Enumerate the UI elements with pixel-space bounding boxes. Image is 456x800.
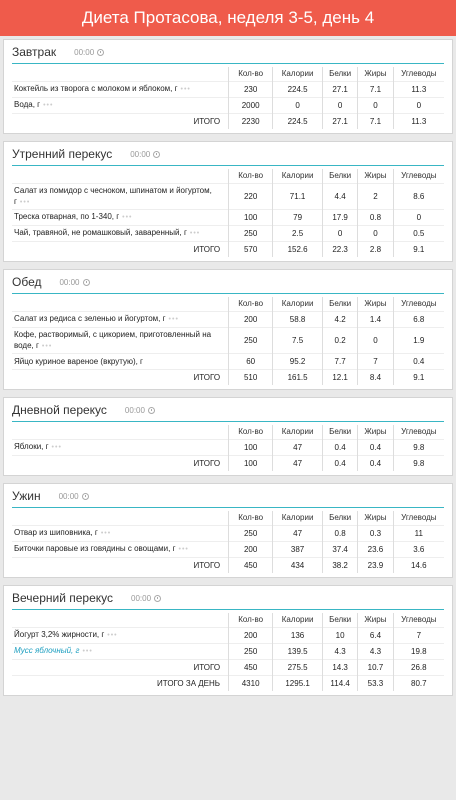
cell-carb: 11: [393, 525, 444, 541]
meal-time-value: 00:00: [58, 491, 79, 501]
more-icon[interactable]: •••: [19, 198, 31, 206]
more-icon[interactable]: •••: [107, 632, 118, 639]
cell-carb: 0.5: [393, 225, 444, 241]
total-label: ИТОГО: [12, 113, 229, 129]
cell-fat: 0.4: [358, 439, 393, 455]
more-icon[interactable]: •••: [82, 648, 93, 655]
table-row: [12, 81, 444, 97]
total-qty: 570: [229, 241, 273, 257]
total-row: [12, 557, 444, 573]
cell-fat: 0.8: [358, 209, 393, 225]
more-icon[interactable]: •••: [122, 214, 133, 221]
cell-prot: 7.7: [322, 353, 357, 369]
total-qty: 510: [229, 369, 273, 385]
total-prot: 12.1: [322, 369, 357, 385]
total-fat: 8.4: [358, 369, 393, 385]
column-header-prot: Белки: [322, 67, 357, 81]
meal-time-value: 00:00: [59, 277, 80, 287]
meal-title: Вечерний перекус: [12, 591, 114, 605]
food-name: Коктейль из творога с молоком и яблоком, г: [14, 84, 178, 93]
cell-qty: 200: [229, 311, 273, 327]
cell-carb: 6.8: [393, 311, 444, 327]
cell-qty: 100: [229, 439, 273, 455]
cell-carb: 1.9: [393, 327, 444, 353]
total-cal: 434: [273, 557, 323, 573]
meal-header: [4, 40, 452, 61]
cell-carb: 11.3: [393, 81, 444, 97]
total-row: [12, 659, 444, 675]
more-icon[interactable]: •••: [100, 530, 112, 537]
meal-time[interactable]: [59, 492, 89, 501]
cell-prot: 4.3: [322, 643, 357, 659]
column-header-name: [12, 425, 229, 439]
column-header-fat: Жиры: [358, 297, 393, 311]
meal-header: [4, 586, 452, 607]
column-header-cal: Калории: [273, 511, 323, 525]
meal-card: [3, 585, 453, 696]
food-name: Биточки паровые из говядины с овощами, г: [14, 544, 176, 553]
column-header-carb: Углеводы: [393, 511, 444, 525]
cell-carb: 8.6: [393, 183, 444, 209]
cell-fat: 7: [358, 353, 393, 369]
cell-fat: 6.4: [358, 627, 393, 643]
food-name: Отвар из шиповника, г: [14, 528, 98, 537]
total-qty: 100: [229, 455, 273, 471]
total-carb: 9.1: [393, 241, 444, 257]
column-header-cal: Калории: [273, 297, 323, 311]
divider: [12, 507, 444, 508]
meal-time-value: 00:00: [74, 47, 95, 57]
food-cell: [12, 209, 229, 225]
total-label: ИТОГО: [12, 241, 229, 257]
table-row: [12, 439, 444, 455]
total-carb: 11.3: [393, 113, 444, 129]
table-header-row: [12, 169, 444, 183]
cell-fat: 0: [358, 327, 393, 353]
total-fat: 0.4: [358, 455, 393, 471]
food-name: Треска отварная, по 1-340, г: [14, 212, 120, 221]
total-qty: 2230: [229, 113, 273, 129]
total-carb: 9.1: [393, 369, 444, 385]
cell-fat: 4.3: [358, 643, 393, 659]
table-row: [12, 525, 444, 541]
table-header-row: [12, 67, 444, 81]
meal-title: Ужин: [12, 489, 41, 503]
more-icon[interactable]: •••: [43, 102, 54, 109]
cell-fat: 2: [358, 183, 393, 209]
table-row: [12, 311, 444, 327]
cell-carb: 0: [393, 209, 444, 225]
total-label: ИТОГО ЗА ДЕНЬ: [12, 675, 229, 691]
nutrition-table: [12, 67, 444, 129]
cell-qty: 100: [229, 209, 273, 225]
meal-card: [3, 483, 453, 578]
food-cell: [12, 541, 229, 557]
cell-cal: 95.2: [273, 353, 323, 369]
column-header-prot: Белки: [322, 169, 357, 183]
total-carb: 80.7: [393, 675, 444, 691]
more-icon[interactable]: •••: [178, 546, 189, 553]
meal-header: [4, 484, 452, 505]
table-row: [12, 327, 444, 353]
food-cell: [12, 311, 229, 327]
total-prot: 14.3: [322, 659, 357, 675]
column-header-cal: Калории: [273, 425, 323, 439]
cell-qty: 250: [229, 225, 273, 241]
cell-qty: 200: [229, 541, 273, 557]
cell-fat: 0: [358, 225, 393, 241]
column-header-carb: Углеводы: [393, 425, 444, 439]
cell-qty: 230: [229, 81, 273, 97]
food-cell: [12, 525, 229, 541]
column-header-prot: Белки: [322, 425, 357, 439]
cell-carb: 0: [393, 97, 444, 113]
cell-prot: 0.8: [322, 525, 357, 541]
cell-cal: 139.5: [273, 643, 323, 659]
nutrition-table: [12, 169, 444, 257]
cell-prot: 0.2: [322, 327, 357, 353]
column-header-carb: Углеводы: [393, 297, 444, 311]
column-header-fat: Жиры: [358, 169, 393, 183]
table-row: [12, 97, 444, 113]
cell-cal: 136: [273, 627, 323, 643]
meal-card: [3, 269, 453, 390]
more-icon[interactable]: •••: [51, 444, 62, 451]
total-cal: 1295.1: [273, 675, 323, 691]
cell-carb: 0.4: [393, 353, 444, 369]
cell-cal: 47: [273, 439, 323, 455]
cell-cal: 71.1: [273, 183, 323, 209]
table-row: [12, 225, 444, 241]
total-row: [12, 455, 444, 471]
table-header-row: [12, 613, 444, 627]
more-icon[interactable]: •••: [41, 342, 53, 350]
cell-carb: 3.6: [393, 541, 444, 557]
meal-time[interactable]: [130, 150, 160, 159]
total-label: ИТОГО: [12, 369, 229, 385]
food-name: Йогурт 3,2% жирности, г: [14, 630, 105, 639]
cell-carb: 19.8: [393, 643, 444, 659]
total-fat: 2.8: [358, 241, 393, 257]
column-header-fat: Жиры: [358, 67, 393, 81]
table-header-row: [12, 297, 444, 311]
cell-prot: 27.1: [322, 81, 357, 97]
total-label: ИТОГО: [12, 455, 229, 471]
total-prot: 38.2: [322, 557, 357, 573]
total-cal: 275.5: [273, 659, 323, 675]
meal-time[interactable]: [74, 48, 104, 57]
meal-time-value: 00:00: [131, 593, 152, 603]
cell-qty: 200: [229, 627, 273, 643]
cell-cal: 79: [273, 209, 323, 225]
total-prot: 27.1: [322, 113, 357, 129]
total-prot: 22.3: [322, 241, 357, 257]
cell-prot: 0: [322, 97, 357, 113]
food-link[interactable]: Мусс яблочный, г: [14, 646, 80, 655]
more-icon[interactable]: •••: [180, 86, 191, 93]
cell-qty: 220: [229, 183, 273, 209]
meal-header: [4, 142, 452, 163]
column-header-prot: Белки: [322, 297, 357, 311]
table-row: [12, 183, 444, 209]
nutrition-table: [12, 425, 444, 471]
column-header-cal: Калории: [273, 169, 323, 183]
column-header-fat: Жиры: [358, 511, 393, 525]
cell-prot: 4.4: [322, 183, 357, 209]
meal-title: Обед: [12, 275, 42, 289]
total-row: [12, 113, 444, 129]
divider: [12, 421, 444, 422]
total-cal: 152.6: [273, 241, 323, 257]
food-name: Яйцо куриное вареное (вкрутую), г: [14, 356, 143, 366]
food-cell: [12, 439, 229, 455]
total-fat: 23.9: [358, 557, 393, 573]
meals-list: [0, 36, 456, 696]
total-carb: 9.8: [393, 455, 444, 471]
total-row: [12, 369, 444, 385]
divider: [12, 165, 444, 166]
total-prot: 0.4: [322, 455, 357, 471]
table-row: [12, 209, 444, 225]
meal-title: Завтрак: [12, 45, 57, 59]
column-header-cal: Калории: [273, 67, 323, 81]
clock-icon[interactable]: [148, 407, 155, 414]
cell-cal: 47: [273, 525, 323, 541]
food-cell: [12, 81, 229, 97]
cell-prot: 4.2: [322, 311, 357, 327]
food-cell: [12, 97, 229, 113]
total-fat: 7.1: [358, 113, 393, 129]
clock-icon[interactable]: [97, 49, 104, 56]
cell-fat: 1.4: [358, 311, 393, 327]
meal-time[interactable]: [131, 594, 161, 603]
divider: [12, 63, 444, 64]
clock-icon[interactable]: [154, 595, 161, 602]
column-header-name: [12, 297, 229, 311]
meal-title: Дневной перекус: [12, 403, 107, 417]
meal-header: [4, 398, 452, 419]
food-name: Кофе, растворимый, с цикорием, приготовленный на воде, г: [14, 329, 212, 350]
food-name: Вода, г: [14, 100, 41, 109]
total-carb: 14.6: [393, 557, 444, 573]
cell-qty: 250: [229, 525, 273, 541]
column-header-carb: Углеводы: [393, 67, 444, 81]
clock-icon[interactable]: [82, 493, 89, 500]
clock-icon[interactable]: [153, 151, 160, 158]
column-header-carb: Углеводы: [393, 169, 444, 183]
total-qty: 4310: [229, 675, 273, 691]
cell-cal: 7.5: [273, 327, 323, 353]
food-cell: [12, 353, 229, 369]
meal-card: [3, 141, 453, 262]
total-label: ИТОГО: [12, 557, 229, 573]
cell-cal: 224.5: [273, 81, 323, 97]
food-cell: [12, 183, 229, 209]
total-qty: 450: [229, 557, 273, 573]
column-header-name: [12, 511, 229, 525]
day-total-row: [12, 675, 444, 691]
cell-fat: 0: [358, 97, 393, 113]
cell-qty: 2000: [229, 97, 273, 113]
column-header-prot: Белки: [322, 511, 357, 525]
table-row: [12, 353, 444, 369]
food-name: Салат из редиса с зеленью и йогуртом, г: [14, 314, 166, 323]
food-name: Яблоки, г: [14, 442, 49, 451]
cell-cal: 0: [273, 97, 323, 113]
column-header-qty: Кол-во: [229, 511, 273, 525]
food-name: Чай, травяной, не ромашковый, заваренный, г: [14, 228, 187, 237]
food-cell: [12, 225, 229, 241]
nutrition-table: [12, 511, 444, 573]
total-cal: 47: [273, 455, 323, 471]
more-icon[interactable]: •••: [168, 316, 179, 323]
food-name: Салат из помидор с чесноком, шпинатом и йогуртом, г: [14, 185, 212, 206]
meal-card: [3, 39, 453, 134]
total-cal: 224.5: [273, 113, 323, 129]
total-prot: 114.4: [322, 675, 357, 691]
cell-fat: 7.1: [358, 81, 393, 97]
divider: [12, 293, 444, 294]
column-header-carb: Углеводы: [393, 613, 444, 627]
total-fat: 53.3: [358, 675, 393, 691]
nutrition-table: [12, 613, 444, 691]
nutrition-table: [12, 297, 444, 385]
cell-prot: 17.9: [322, 209, 357, 225]
cell-carb: 9.8: [393, 439, 444, 455]
cell-prot: 10: [322, 627, 357, 643]
total-label: ИТОГО: [12, 659, 229, 675]
more-icon[interactable]: •••: [189, 230, 201, 237]
cell-qty: 250: [229, 327, 273, 353]
total-carb: 26.8: [393, 659, 444, 675]
cell-prot: 0: [322, 225, 357, 241]
cell-cal: 58.8: [273, 311, 323, 327]
meal-header: [4, 270, 452, 291]
meal-time-value: 00:00: [130, 149, 151, 159]
column-header-fat: Жиры: [358, 613, 393, 627]
column-header-fat: Жиры: [358, 425, 393, 439]
table-row: [12, 643, 444, 659]
column-header-qty: Кол-во: [229, 297, 273, 311]
cell-qty: 250: [229, 643, 273, 659]
food-cell: [12, 643, 229, 659]
divider: [12, 609, 444, 610]
meal-title: Утренний перекус: [12, 147, 113, 161]
table-row: [12, 627, 444, 643]
food-cell: [12, 327, 229, 353]
table-header-row: [12, 425, 444, 439]
total-cal: 161.5: [273, 369, 323, 385]
food-cell: [12, 627, 229, 643]
cell-fat: 0.3: [358, 525, 393, 541]
cell-prot: 37.4: [322, 541, 357, 557]
column-header-name: [12, 169, 229, 183]
column-header-name: [12, 67, 229, 81]
total-row: [12, 241, 444, 257]
total-qty: 450: [229, 659, 273, 675]
table-row: [12, 541, 444, 557]
cell-prot: 0.4: [322, 439, 357, 455]
column-header-qty: Кол-во: [229, 169, 273, 183]
page-title: Диета Протасова, неделя 3-5, день 4: [0, 0, 456, 36]
meal-card: [3, 397, 453, 476]
cell-cal: 387: [273, 541, 323, 557]
column-header-prot: Белки: [322, 613, 357, 627]
meal-time[interactable]: [125, 406, 155, 415]
table-header-row: [12, 511, 444, 525]
meal-time[interactable]: [59, 278, 89, 287]
column-header-name: [12, 613, 229, 627]
total-fat: 10.7: [358, 659, 393, 675]
column-header-qty: Кол-во: [229, 67, 273, 81]
meal-time-value: 00:00: [124, 405, 145, 415]
column-header-cal: Калории: [273, 613, 323, 627]
cell-carb: 7: [393, 627, 444, 643]
cell-qty: 60: [229, 353, 273, 369]
column-header-qty: Кол-во: [229, 613, 273, 627]
cell-cal: 2.5: [273, 225, 323, 241]
column-header-qty: Кол-во: [229, 425, 273, 439]
clock-icon[interactable]: [83, 279, 90, 286]
cell-fat: 23.6: [358, 541, 393, 557]
